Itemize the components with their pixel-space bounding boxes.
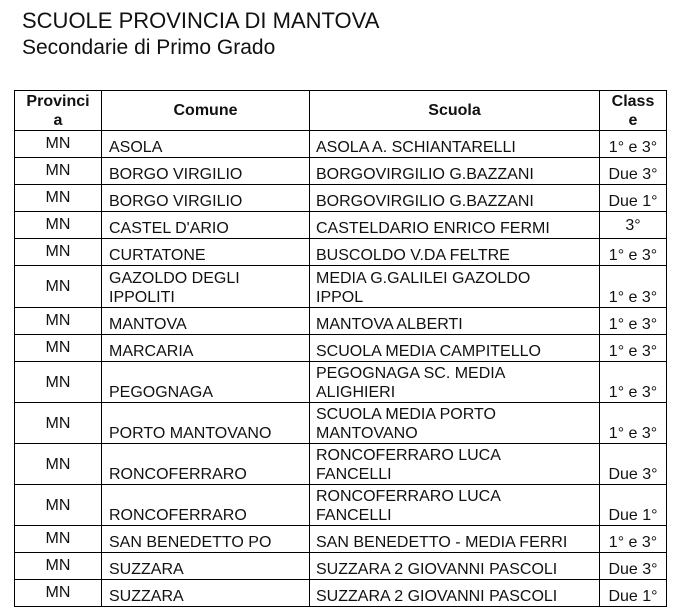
cell-comune: BORGO VIRGILIO [102, 185, 310, 212]
cell-classe: 1° e 3° [600, 403, 667, 444]
cell-provincia: MN [15, 131, 102, 158]
table-row [15, 185, 667, 212]
cell-comune: PORTO MANTOVANO [102, 403, 310, 444]
cell-classe: 3° [600, 212, 667, 239]
table-row [15, 526, 667, 553]
table-row [15, 580, 667, 607]
cell-scuola: MEDIA G.GALILEI GAZOLDO IPPOL [310, 266, 600, 308]
cell-provincia: MN [15, 239, 102, 266]
cell-scuola: BORGOVIRGILIO G.BAZZANI [310, 158, 600, 185]
table-row [15, 158, 667, 185]
cell-scuola: RONCOFERRARO LUCA FANCELLI [310, 444, 600, 485]
schools-table [14, 90, 667, 607]
cell-scuola: SUZZARA 2 GIOVANNI PASCOLI [310, 580, 600, 607]
cell-scuola: SCUOLA MEDIA CAMPITELLO [310, 335, 600, 362]
cell-classe: 1° e 3° [600, 266, 667, 308]
cell-scuola: BUSCOLDO V.DA FELTRE [310, 239, 600, 266]
cell-classe: Due 3° [600, 444, 667, 485]
cell-provincia: MN [15, 212, 102, 239]
cell-provincia: MN [15, 403, 102, 444]
table-row [15, 335, 667, 362]
cell-classe: 1° e 3° [600, 335, 667, 362]
cell-provincia: MN [15, 308, 102, 335]
table-row [15, 239, 667, 266]
document-subtitle: Secondarie di Primo Grado [22, 36, 276, 59]
cell-scuola: SUZZARA 2 GIOVANNI PASCOLI [310, 553, 600, 580]
table-row [15, 485, 667, 526]
cell-classe: 1° e 3° [600, 308, 667, 335]
cell-comune: CURTATONE [102, 239, 310, 266]
cell-classe: 1° e 3° [600, 362, 667, 403]
cell-scuola: CASTELDARIO ENRICO FERMI [310, 212, 600, 239]
cell-scuola: BORGOVIRGILIO G.BAZZANI [310, 185, 600, 212]
cell-scuola: MANTOVA ALBERTI [310, 308, 600, 335]
cell-comune: BORGO VIRGILIO [102, 158, 310, 185]
cell-classe: Due 3° [600, 553, 667, 580]
table-row [15, 131, 667, 158]
cell-provincia: MN [15, 580, 102, 607]
cell-classe: Due 1° [600, 580, 667, 607]
cell-provincia: MN [15, 335, 102, 362]
cell-provincia: MN [15, 485, 102, 526]
cell-comune: RONCOFERRARO [102, 444, 310, 485]
table-row [15, 212, 667, 239]
cell-provincia: MN [15, 185, 102, 212]
table-row [15, 362, 667, 403]
table-row [15, 444, 667, 485]
cell-provincia: MN [15, 158, 102, 185]
cell-scuola: SCUOLA MEDIA PORTO MANTOVANO [310, 403, 600, 444]
cell-comune: ASOLA [102, 131, 310, 158]
cell-comune: PEGOGNAGA [102, 362, 310, 403]
cell-scuola: RONCOFERRARO LUCA FANCELLI [310, 485, 600, 526]
cell-comune: GAZOLDO DEGLI IPPOLITI [102, 266, 310, 308]
cell-provincia: MN [15, 266, 102, 308]
document-title: SCUOLE PROVINCIA DI MANTOVA [22, 8, 380, 33]
cell-classe: Due 1° [600, 485, 667, 526]
header-comune: Comune [102, 91, 310, 131]
header-provincia: Provinci a [15, 91, 102, 131]
cell-provincia: MN [15, 526, 102, 553]
cell-comune: MARCARIA [102, 335, 310, 362]
cell-provincia: MN [15, 553, 102, 580]
cell-classe: Due 3° [600, 158, 667, 185]
cell-comune: SUZZARA [102, 553, 310, 580]
header-scuola: Scuola [310, 91, 600, 131]
cell-comune: MANTOVA [102, 308, 310, 335]
cell-comune: SUZZARA [102, 580, 310, 607]
cell-classe: 1° e 3° [600, 526, 667, 553]
cell-comune: SAN BENEDETTO PO [102, 526, 310, 553]
table-row [15, 553, 667, 580]
table-row [15, 403, 667, 444]
cell-provincia: MN [15, 444, 102, 485]
cell-provincia: MN [15, 362, 102, 403]
table-header-row [15, 91, 667, 131]
table-row [15, 266, 667, 308]
cell-classe: Due 1° [600, 185, 667, 212]
cell-scuola: PEGOGNAGA SC. MEDIA ALIGHIERI [310, 362, 600, 403]
header-classe: Class e [600, 91, 667, 131]
cell-scuola: SAN BENEDETTO - MEDIA FERRI [310, 526, 600, 553]
cell-classe: 1° e 3° [600, 239, 667, 266]
cell-classe: 1° e 3° [600, 131, 667, 158]
cell-comune: RONCOFERRARO [102, 485, 310, 526]
cell-comune: CASTEL D'ARIO [102, 212, 310, 239]
cell-scuola: ASOLA A. SCHIANTARELLI [310, 131, 600, 158]
table-row [15, 308, 667, 335]
